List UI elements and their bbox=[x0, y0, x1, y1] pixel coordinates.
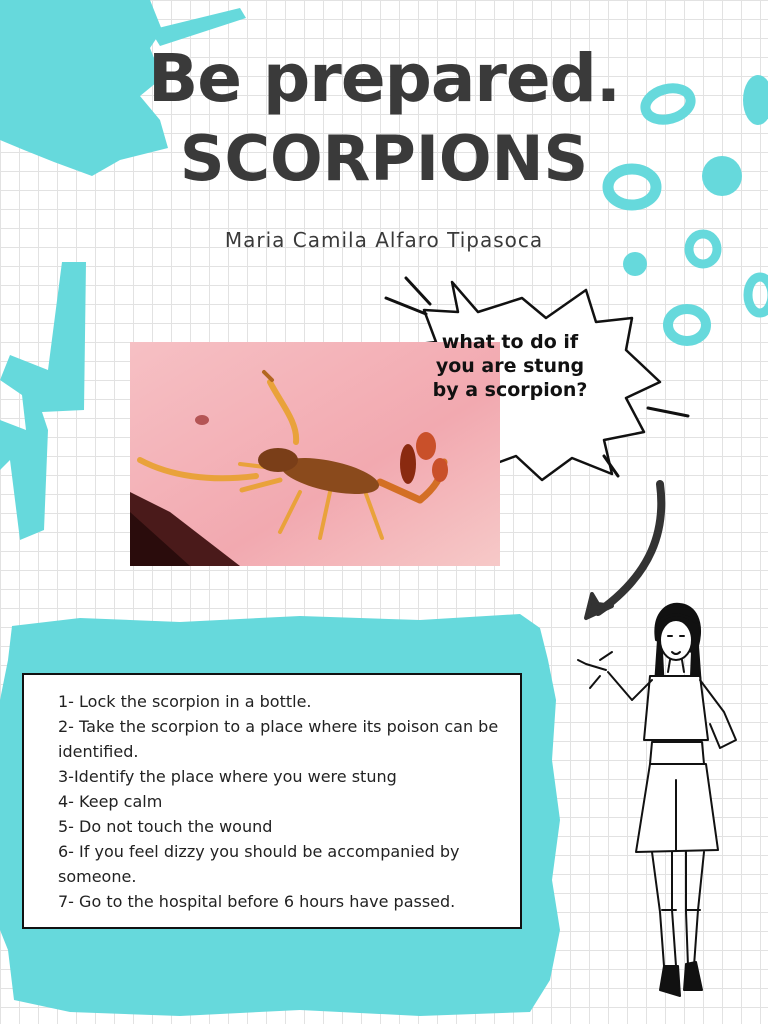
author-name: Maria Camila Alfaro Tipasoca bbox=[224, 228, 544, 252]
step-item: 5- Do not touch the wound bbox=[58, 817, 273, 836]
speech-bubble-text: what to do if you are stung by a scorpion? bbox=[432, 331, 588, 401]
step-item: 6- If you feel dizzy you should be accompanied by someone. bbox=[58, 842, 460, 886]
step-item: 2- Take the scorpion to a place where its poison can be identified. bbox=[58, 717, 499, 761]
curved-arrow bbox=[598, 484, 661, 612]
step-item: 7- Go to the hospital before 6 hours have passed. bbox=[58, 892, 456, 911]
title-line-1: Be prepared. bbox=[147, 40, 620, 117]
step-item: 1- Lock the scorpion in a bottle. bbox=[58, 692, 312, 711]
steps-list bbox=[58, 689, 510, 914]
left-zigzag-stroke bbox=[0, 262, 86, 540]
step-item: 4- Keep calm bbox=[58, 792, 163, 811]
step-item: 3-Identify the place where you were stung bbox=[58, 767, 397, 786]
steps-box bbox=[22, 673, 522, 929]
title-line-2: SCORPIONS bbox=[179, 122, 589, 195]
girl-illustration bbox=[578, 604, 736, 996]
